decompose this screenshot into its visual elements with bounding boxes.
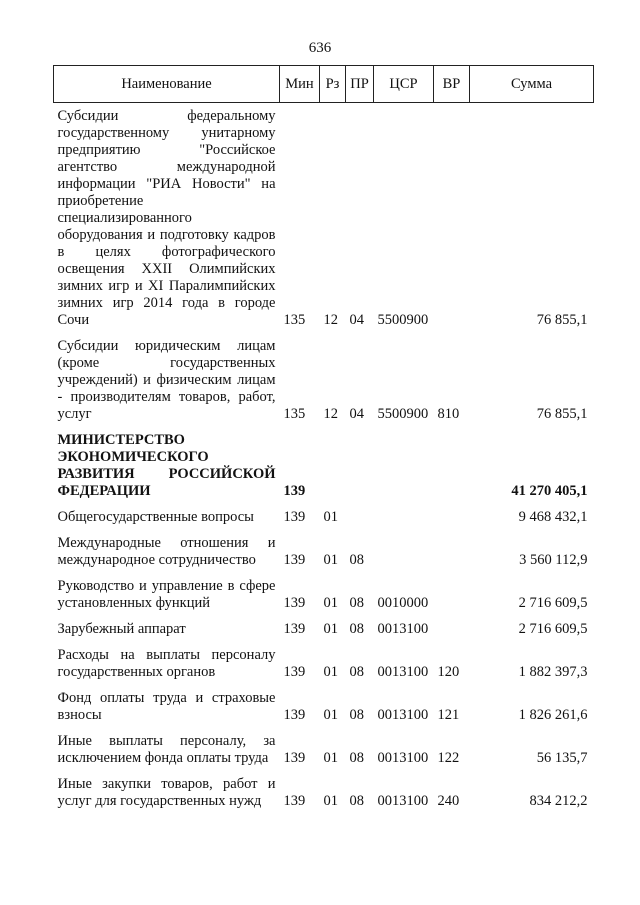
row-vr: 121 [437, 707, 460, 723]
page-number: 636 [308, 40, 332, 56]
row-pr: 08 [349, 707, 364, 723]
row-rz: 01 [323, 707, 338, 723]
row-rz: 01 [323, 552, 338, 568]
table-row [54, 776, 594, 819]
budget-table [53, 65, 594, 819]
table-row [54, 690, 594, 733]
header-vr: ВР [434, 66, 470, 103]
header-pr: ПР [346, 66, 374, 103]
row-min: 139 [283, 793, 306, 809]
row-csr: 0013100 [377, 621, 429, 637]
row-pr: 08 [349, 750, 364, 766]
row-rz: 12 [323, 312, 338, 328]
row-rz: 01 [323, 750, 338, 766]
row-csr: 0013100 [377, 664, 429, 680]
table-row [54, 432, 594, 509]
row-csr: 0013100 [377, 707, 429, 723]
row-min: 139 [283, 509, 306, 525]
row-csr: 0013100 [377, 750, 429, 766]
row-csr: 5500900 [377, 312, 429, 328]
table-header [54, 66, 594, 103]
row-vr: 122 [437, 750, 460, 766]
header-csr: ЦСР [374, 66, 434, 103]
row-name: Зарубежный аппарат [57, 621, 186, 637]
row-rz: 01 [323, 621, 338, 637]
row-pr: 08 [349, 621, 364, 637]
row-vr [434, 103, 470, 339]
row-sum: 41 270 405,1 [511, 483, 588, 499]
row-pr [346, 509, 374, 535]
row-sum: 834 212,2 [529, 793, 588, 809]
table-row [54, 733, 594, 776]
row-pr: 08 [349, 552, 364, 568]
row-vr [434, 509, 470, 535]
row-pr: 04 [349, 406, 364, 422]
header-min: Мин [280, 66, 320, 103]
row-min: 135 [283, 312, 306, 328]
row-sum: 2 716 609,5 [518, 595, 588, 611]
row-pr [346, 432, 374, 509]
row-name: Субсидии федеральному государственному унитарному предприятию "Российское агентство международной информации "РИА Новости" на приобретение специализированного оборудования и подготовку кадров в целях фотографического освещения XXII Олимпийских зимних игр и XI Паралимпийских зимних игр 2014 года в городе Сочи [57, 108, 276, 328]
table-row [54, 621, 594, 647]
table-body [54, 103, 594, 820]
table-row [54, 338, 594, 432]
row-csr: 5500900 [377, 406, 429, 422]
row-name: МИНИСТЕРСТВО ЭКОНОМИЧЕСКОГО РАЗВИТИЯ РОССИЙСКОЙ ФЕДЕРАЦИИ [57, 432, 276, 499]
row-rz: 01 [323, 664, 338, 680]
table-row [54, 647, 594, 690]
row-rz: 01 [323, 595, 338, 611]
row-min: 139 [283, 552, 306, 568]
header-name: Наименование [54, 66, 280, 103]
row-name: Иные выплаты персоналу, за исключением фонда оплаты труда [57, 733, 276, 766]
row-sum: 76 855,1 [536, 406, 588, 422]
row-sum: 1 882 397,3 [518, 664, 588, 680]
row-csr [374, 509, 434, 535]
row-vr: 120 [437, 664, 460, 680]
table-row [54, 578, 594, 621]
row-min: 139 [283, 483, 306, 499]
row-pr: 08 [349, 595, 364, 611]
row-sum: 56 135,7 [536, 750, 588, 766]
row-pr: 04 [349, 312, 364, 328]
row-vr [434, 578, 470, 621]
row-pr: 08 [349, 664, 364, 680]
table-row [54, 103, 594, 339]
header-sum: Сумма [470, 66, 594, 103]
row-csr [374, 535, 434, 578]
row-vr: 240 [437, 793, 460, 809]
row-vr: 810 [437, 406, 460, 422]
row-name: Субсидии юридическим лицам (кроме государственных учреждений) и физическим лицам - производителям товаров, работ, услуг [57, 338, 276, 422]
row-min: 139 [283, 595, 306, 611]
row-name: Руководство и управление в сфере установленных функций [57, 578, 276, 611]
row-rz: 01 [323, 509, 338, 525]
row-sum: 76 855,1 [536, 312, 588, 328]
row-sum: 3 560 112,9 [519, 552, 588, 568]
row-min: 139 [283, 750, 306, 766]
row-sum: 2 716 609,5 [518, 621, 588, 637]
row-csr: 0013100 [377, 793, 429, 809]
row-rz [320, 432, 346, 509]
row-min: 139 [283, 664, 306, 680]
row-vr [434, 535, 470, 578]
table-row [54, 535, 594, 578]
row-min: 139 [283, 707, 306, 723]
row-vr [434, 621, 470, 647]
row-sum: 1 826 261,6 [518, 707, 588, 723]
row-csr [374, 432, 434, 509]
row-pr: 08 [349, 793, 364, 809]
row-rz: 12 [323, 406, 338, 422]
row-name: Фонд оплаты труда и страховые взносы [57, 690, 276, 723]
row-name: Международные отношения и международное сотрудничество [57, 535, 276, 568]
row-min: 139 [283, 621, 306, 637]
header-rz: Рз [320, 66, 346, 103]
row-sum: 9 468 432,1 [518, 509, 588, 525]
row-min: 135 [283, 406, 306, 422]
row-rz: 01 [323, 793, 338, 809]
row-csr: 0010000 [377, 595, 429, 611]
row-name: Расходы на выплаты персоналу государственных органов [57, 647, 276, 680]
table-row [54, 509, 594, 535]
row-name: Общегосударственные вопросы [57, 509, 254, 525]
row-vr [434, 432, 470, 509]
row-name: Иные закупки товаров, работ и услуг для государственных нужд [57, 776, 276, 809]
